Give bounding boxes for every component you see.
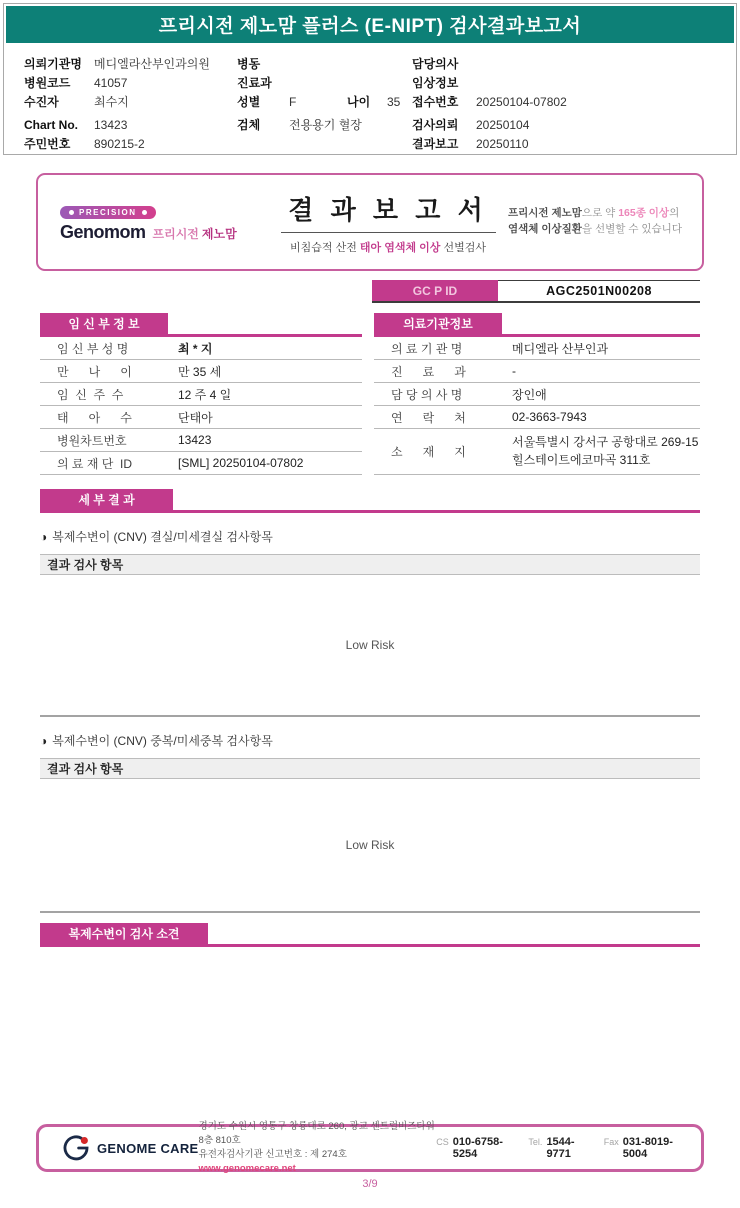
field-requesting-org: 의뢰기관명 메디엘라산부인과의원 <box>24 57 210 71</box>
footer-website: www.genomecare.net <box>198 1163 296 1175</box>
footer-registration: 유전자검사기관 신고번호 : 제 274호 <box>198 1149 347 1160</box>
table-row: 임 신 부 성 명 최 * 지 <box>40 337 362 360</box>
footer <box>36 1120 704 1175</box>
footer-address-line1: 경기도 수원시 영통구 창룡대로 260, 광교 센트럴비즈타워 8층 810호 <box>198 1120 435 1146</box>
field-report-date: 결과보고 20250110 <box>412 136 529 151</box>
result-column-header: 결과 검사 항목 <box>40 758 700 779</box>
footer-address <box>199 1120 437 1177</box>
field-department: 진료과 <box>237 76 272 90</box>
footer-contacts <box>436 1136 681 1160</box>
footer-tel: Tel. 1544-9771 <box>528 1136 575 1160</box>
report-title-bar <box>6 6 734 43</box>
report-title-block <box>268 190 508 255</box>
table-row: 만 나 이 만 35 세 <box>40 360 362 383</box>
page-title: 프리시전 제노맘 플러스 (E-NIPT) 검사결과보고서 <box>158 16 582 37</box>
gc-pid-row <box>372 280 700 303</box>
field-request-date: 검사의뢰 20250104 <box>412 117 530 132</box>
field-doctor: 담당의사 <box>412 57 459 71</box>
clinic-info-header: 의료기관정보 <box>374 313 700 337</box>
footer-fax: Fax 031-8019-5004 <box>603 1136 673 1160</box>
genome-care-mark-icon <box>61 1133 91 1163</box>
brand-korean-light: 프리시전 <box>152 226 199 241</box>
gc-pid-value: AGC2501N00208 <box>498 280 700 301</box>
table-row: 병원차트번호 13423 <box>40 429 362 452</box>
field-receipt-no: 접수번호 20250104-07802 <box>412 94 567 109</box>
detail-results-header: 세 부 결 과 <box>40 489 700 513</box>
table-row: 소 재 지 서울특별시 강서구 공항대로 269-15 힐스테이트에코마곡 311호 <box>374 429 700 475</box>
cnv-duplication-section-title: ◑ 복제수변이 (CNV) 중복/미세중복 검사항목 <box>40 733 273 748</box>
table-row: 의 료 기 관 명 메디엘라 산부인과 <box>374 337 700 360</box>
mother-info-header: 임 신 부 정 보 <box>40 313 362 337</box>
section-divider <box>40 715 700 717</box>
title-underline <box>281 232 496 233</box>
field-resident-no: 주민번호 890215-2 <box>24 136 145 151</box>
cnv-duplication-result: Low Risk <box>345 838 395 852</box>
table-row: 태 아 수 단태아 <box>40 406 362 429</box>
screening-note: 프리시전 제노맘으로 약 165종 이상의 염색체 이상질환을 선별할 수 있습니다 <box>508 207 682 235</box>
request-info-right <box>412 54 736 153</box>
request-info-middle <box>237 54 412 153</box>
badge-dot-icon <box>69 210 74 215</box>
table-row: 임 신 주 수 12 주 4 일 <box>40 383 362 406</box>
report-header-box <box>36 173 704 271</box>
field-specimen: 검체 전용용기 혈장 <box>237 118 362 132</box>
brand-korean-bold: 제노맘 <box>201 226 237 241</box>
request-info-left <box>24 54 237 153</box>
mother-info-table <box>40 313 362 475</box>
report-title: 결 과 보 고 서 <box>288 194 488 225</box>
field-chart-no: Chart No. 13423 <box>24 117 128 132</box>
precision-badge <box>60 206 156 219</box>
field-hospital-code: 병원코드 41057 <box>24 75 128 90</box>
footer-brand: GENOME CARE <box>97 1140 199 1156</box>
report-content <box>40 313 700 947</box>
section-divider <box>40 911 700 913</box>
genome-care-logo <box>61 1133 199 1163</box>
badge-dot-icon <box>142 210 147 215</box>
cnv-findings-header: 복제수변이 검사 소견 <box>40 923 700 947</box>
table-row: 연 락 처 02-3663-7943 <box>374 406 700 429</box>
table-row: 진 료 과 - <box>374 360 700 383</box>
report-subtitle: 비침습적 산전 태아 염색체 이상 선별검사 <box>290 241 486 254</box>
table-row: 담 당 의 사 명 장인애 <box>374 383 700 406</box>
table-row: 의 료 재 단 ID [SML] 20250104-07802 <box>40 452 362 475</box>
half-circle-icon: ◑ <box>40 733 48 748</box>
field-patient-name: 수진자 최수지 <box>24 95 129 109</box>
field-clinical-info: 임상정보 <box>412 76 459 90</box>
genomom-logo <box>60 202 268 243</box>
cnv-deletion-section-title: ◑ 복제수변이 (CNV) 결실/미세결실 검사항목 <box>40 529 273 544</box>
field-ward: 병동 <box>237 57 261 71</box>
precision-badge-label: PRECISION <box>79 207 137 217</box>
result-column-header: 결과 검사 항목 <box>40 554 700 575</box>
request-header-box <box>3 3 737 155</box>
field-sex-age: 성별 F 나이 35 <box>237 94 401 109</box>
footer-cs: CS 010-6758-5254 <box>436 1136 503 1160</box>
brand-name: Genomom <box>60 221 146 242</box>
gc-pid-label: GC P ID <box>372 280 498 301</box>
page-number: 3/9 <box>362 1178 378 1190</box>
clinic-info-table <box>374 313 700 475</box>
request-info <box>4 45 736 153</box>
cnv-deletion-result: Low Risk <box>345 638 395 652</box>
half-circle-icon: ◑ <box>40 529 48 544</box>
